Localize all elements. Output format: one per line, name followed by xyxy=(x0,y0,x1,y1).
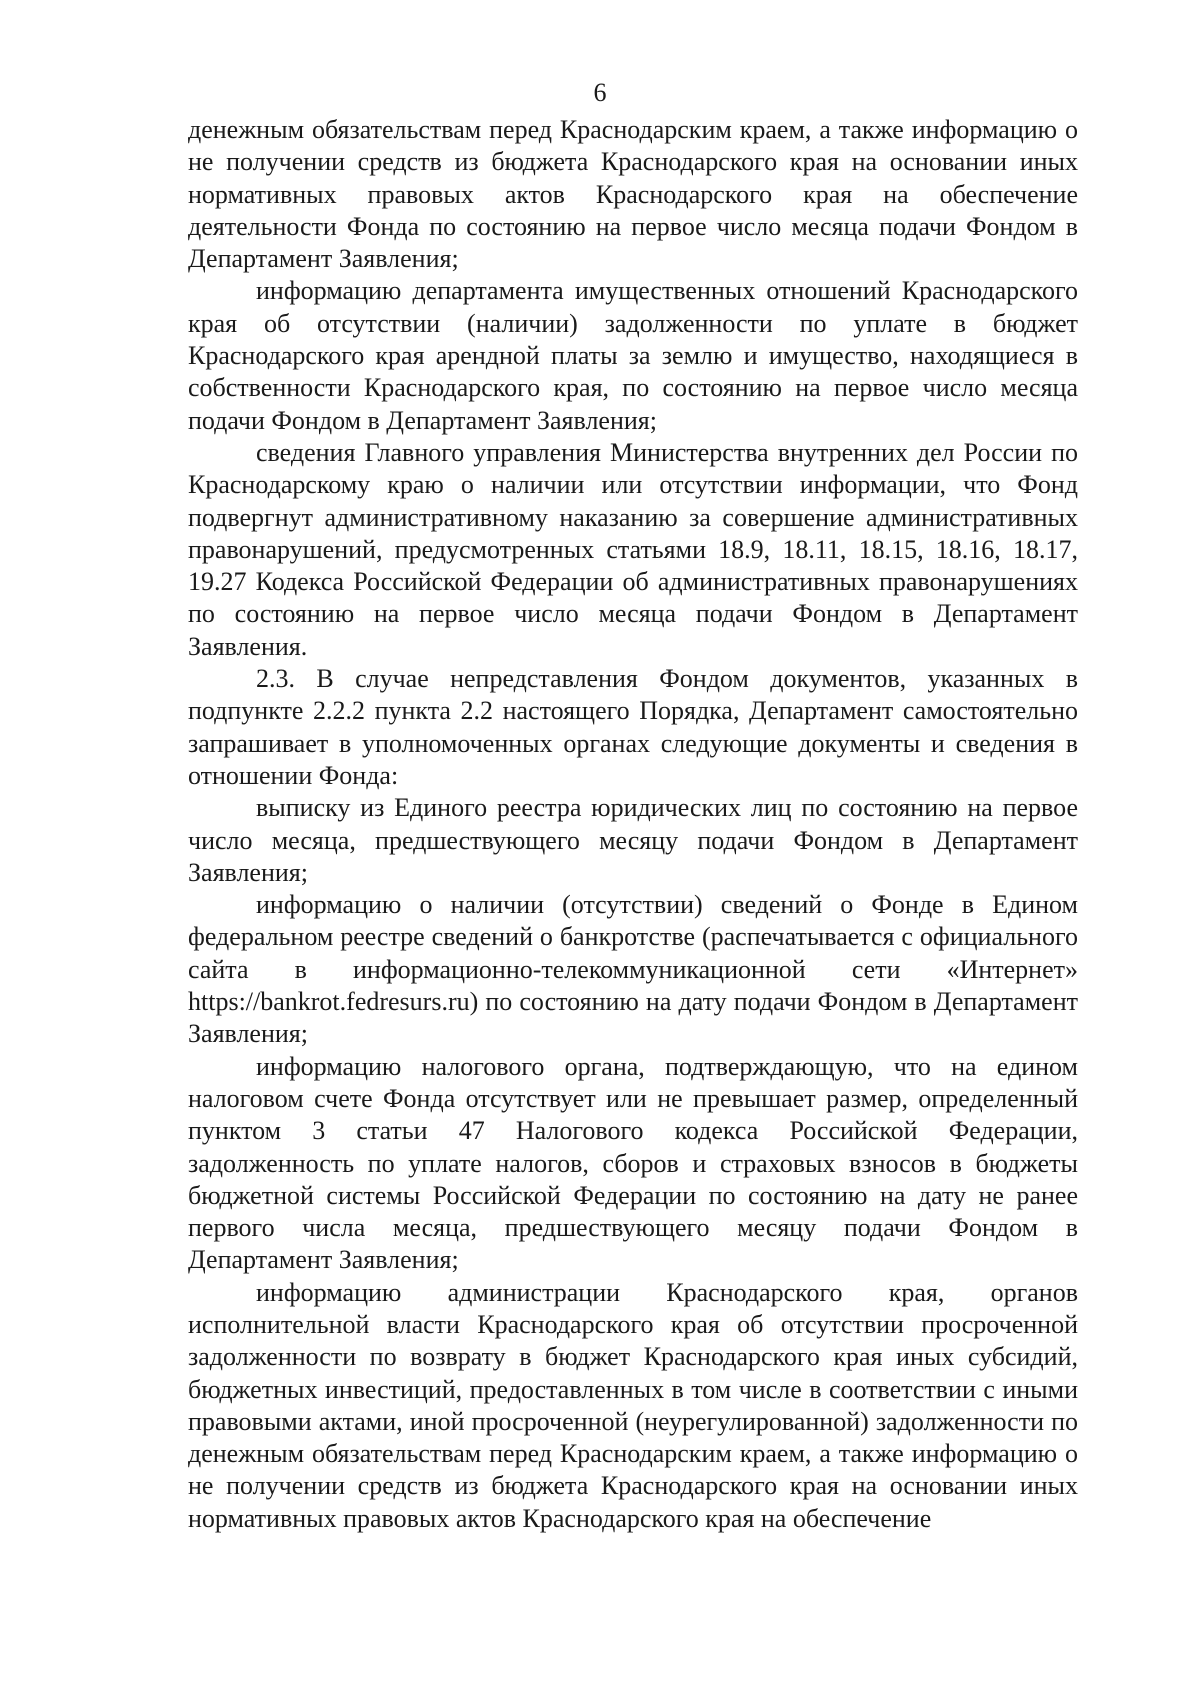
paragraph: денежным обязательствам перед Краснодарским краем, а также информацию о не получении средств из бюджета Краснодарского края на основании иных нормативных правовых актов Краснодарского края на обеспечение деятельности Фонда по состоянию на первое число месяца подачи Фондом в Департамент Заявления; xyxy=(188,115,1078,274)
page-number: 6 xyxy=(593,78,607,107)
paragraph: информацию департамента имущественных отношений Краснодарского края об отсутствии (наличии) задолженности по уплате в бюджет Краснодарского края арендной платы за землю и имущество, находящиеся в собственности Краснодарского края, по состоянию на первое число месяца подачи Фондом в Департамент Заявления; xyxy=(188,276,1078,435)
paragraph: информацию о наличии (отсутствии) сведений о Фонде в Едином федеральном реестре сведений о банкротстве (распечатывается с официального сайта в информационно-телекоммуникационной сети «Интернет» https://bankrot.fedresurs.ru) по состоянию на дату подачи Фондом в Департамент Заявления; xyxy=(188,890,1078,1049)
paragraph: информацию администрации Краснодарского края, органов исполнительной власти Краснодарского края об отсутствии просроченной задолженности по возврату в бюджет Краснодарского края иных субсидий, бюджетных инвестиций, предоставленных в том числе в соответствии с иными правовыми актами, иной просроченной (неурегулированной) задолженности по денежным обязательствам перед Краснодарским краем, а также информацию о не получении средств из бюджета Краснодарского края на основании иных нормативных правовых актов Краснодарского края на обеспечение xyxy=(188,1277,1078,1533)
paragraph: сведения Главного управления Министерства внутренних дел России по Краснодарскому краю о наличии или отсутствии информации, что Фонд подвергнут административному наказанию за совершение административных правонарушений, предусмотренных статьями 18.9, 18.11, 18.15, 18.16, 18.17, 19.27 Кодекса Российской Федерации об административных правонарушениях по состоянию на первое число месяца подачи Фондом в Департамент Заявления. xyxy=(188,437,1078,661)
paragraph: выписку из Единого реестра юридических лиц по состоянию на первое число месяца, предшествующего месяцу подачи Фондом в Департамент Заявления; xyxy=(188,793,1078,887)
document-body xyxy=(188,114,1078,1535)
paragraph: информацию налогового органа, подтверждающую, что на едином налоговом счете Фонда отсутствует или не превышает размер, определенный пунктом 3 статьи 47 Налогового кодекса Российской Федерации, задолженность по уплате налогов, сборов и страховых взносов в бюджеты бюджетной системы Российской Федерации по состоянию на дату не ранее первого числа месяца, предшествующего месяцу подачи Фондом в Департамент Заявления; xyxy=(188,1051,1078,1275)
paragraph: 2.3. В случае непредставления Фондом документов, указанных в подпункте 2.2.2 пункта 2.2 настоящего Порядка, Департамент самостоятельно запрашивает в уполномоченных органах следующие документы и сведения в отношении Фонда: xyxy=(188,664,1078,790)
